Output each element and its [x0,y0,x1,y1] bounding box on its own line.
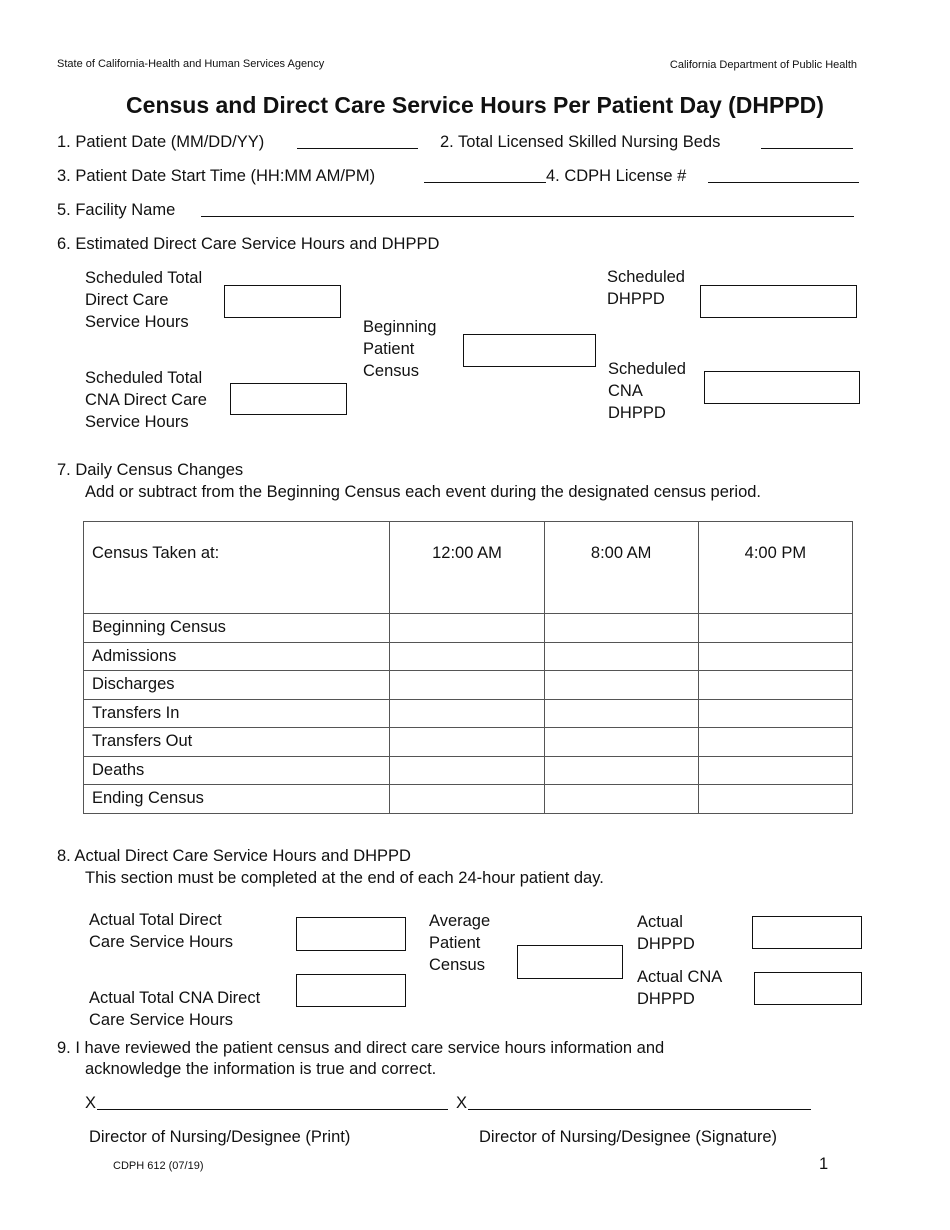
section-8-heading: 8. Actual Direct Care Service Hours and DHPPD [57,847,411,865]
patient-date-label: 1. Patient Date (MM/DD/YY) [57,133,265,151]
signature-label: Director of Nursing/Designee (Signature) [479,1128,778,1146]
signature-field[interactable] [468,1109,811,1110]
cell-input[interactable] [390,671,544,700]
census-table-header [84,522,853,614]
print-x-mark: X [85,1094,97,1112]
time-header-4pm: 4:00 PM [698,522,852,614]
cell-input[interactable] [698,671,852,700]
beginning-census-label: Beginning Patient Census [363,318,437,380]
cell-input[interactable] [544,699,698,728]
cell-input[interactable] [390,614,544,643]
actual-dhppd-input[interactable] [752,916,862,949]
scheduled-dhppd-input[interactable] [700,285,857,318]
facility-name-field[interactable] [201,216,854,217]
row-label-ending-census: Ending Census [84,785,390,814]
section-7-heading: 7. Daily Census Changes [57,461,244,479]
patient-date-field[interactable] [297,148,418,149]
census-table [83,521,853,814]
table-row [84,699,853,728]
average-census-label: Average Patient Census [429,912,491,974]
row-label-beginning-census: Beginning Census [84,614,390,643]
scheduled-total-hours-input[interactable] [224,285,341,318]
actual-total-hours-label: Actual Total Direct Care Service Hours [89,911,233,951]
scheduled-cna-hours-label: Scheduled Total CNA Direct Care Service Hours [85,369,207,431]
table-row [84,642,853,671]
cell-input[interactable] [544,642,698,671]
row-label-admissions: Admissions [84,642,390,671]
census-taken-header: Census Taken at: [84,522,390,614]
cell-input[interactable] [698,614,852,643]
table-row [84,671,853,700]
scheduled-dhppd-label: Scheduled DHPPD [607,268,685,308]
scheduled-total-hours-label: Scheduled Total Direct Care Service Hours [85,269,203,331]
table-row [84,728,853,757]
cell-input[interactable] [390,699,544,728]
facility-name-label: 5. Facility Name [57,201,176,219]
cell-input[interactable] [698,699,852,728]
scheduled-cna-dhppd-label: Scheduled CNA DHPPD [608,360,686,422]
section-9-statement-line1: 9. I have reviewed the patient census and direct care service hours information and [57,1039,665,1057]
cell-input[interactable] [544,671,698,700]
cell-input[interactable] [390,785,544,814]
form-id: CDPH 612 (07/19) [113,1160,204,1172]
cell-input[interactable] [698,785,852,814]
table-row [84,614,853,643]
section-8-instruction: This section must be completed at the end of each 24-hour patient day. [85,869,604,887]
actual-cna-hours-input[interactable] [296,974,406,1007]
section-9-statement-line2: acknowledge the information is true and correct. [85,1060,437,1078]
signature-x-mark: X [456,1094,468,1112]
table-row [84,785,853,814]
average-census-input[interactable] [517,945,623,979]
time-header-12am: 12:00 AM [390,522,544,614]
print-name-field[interactable] [97,1109,448,1110]
actual-cna-hours-label: Actual Total CNA Direct Care Service Hours [89,989,261,1029]
cell-input[interactable] [698,756,852,785]
cell-input[interactable] [544,756,698,785]
row-label-transfers-in: Transfers In [84,699,390,728]
department-name: California Department of Public Health [669,59,857,71]
start-time-label: 3. Patient Date Start Time (HH:MM AM/PM) [57,167,376,185]
page-number: 1 [819,1155,829,1173]
section-7-instruction: Add or subtract from the Beginning Census each event during the designated census period. [85,483,762,501]
cell-input[interactable] [698,642,852,671]
section-6-heading: 6. Estimated Direct Care Service Hours and DHPPD [57,235,440,253]
cell-input[interactable] [544,728,698,757]
actual-total-hours-input[interactable] [296,917,406,951]
time-header-8am: 8:00 AM [544,522,698,614]
actual-dhppd-label: Actual DHPPD [637,913,695,953]
cell-input[interactable] [544,614,698,643]
row-label-transfers-out: Transfers Out [84,728,390,757]
cell-input[interactable] [698,728,852,757]
cell-input[interactable] [544,785,698,814]
agency-name: State of California-Health and Human Services Agency [57,58,325,70]
row-label-discharges: Discharges [84,671,390,700]
cell-input[interactable] [390,728,544,757]
licensed-beds-label: 2. Total Licensed Skilled Nursing Beds [440,133,721,151]
start-time-field[interactable] [424,182,546,183]
row-label-deaths: Deaths [84,756,390,785]
cell-input[interactable] [390,642,544,671]
scheduled-cna-hours-input[interactable] [230,383,347,415]
actual-cna-dhppd-label: Actual CNA DHPPD [637,968,723,1008]
license-number-label: 4. CDPH License # [546,167,687,185]
form-title: Census and Direct Care Service Hours Per Patient Day (DHPPD) [126,92,824,118]
table-row [84,756,853,785]
print-name-label: Director of Nursing/Designee (Print) [89,1128,351,1146]
cell-input[interactable] [390,756,544,785]
actual-cna-dhppd-input[interactable] [754,972,862,1005]
beginning-census-input[interactable] [463,334,596,367]
licensed-beds-field[interactable] [761,148,853,149]
license-number-field[interactable] [708,182,859,183]
scheduled-cna-dhppd-input[interactable] [704,371,860,404]
